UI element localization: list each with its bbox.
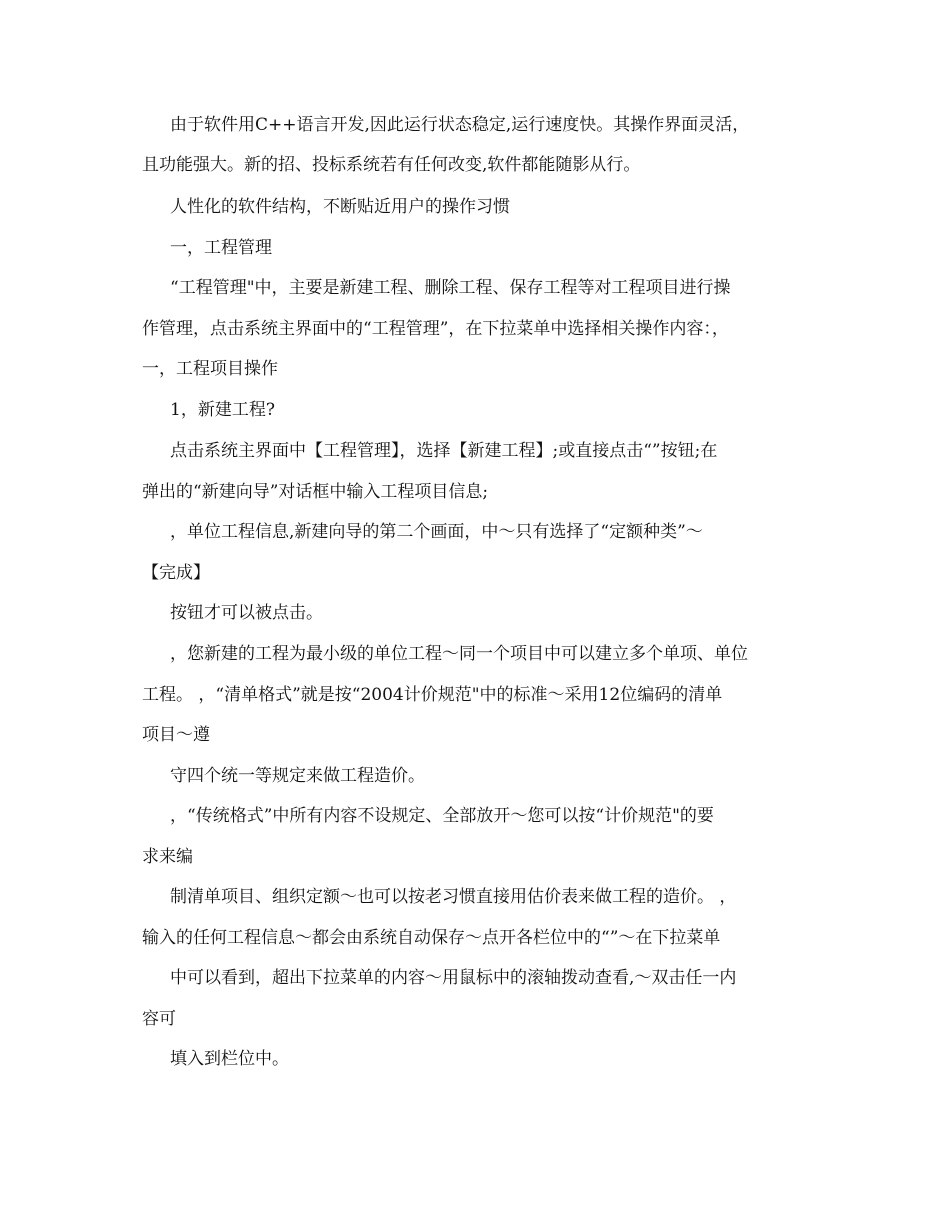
paragraph-line: 填入到栏位中。: [170, 1049, 289, 1069]
paragraph-line: 且功能强大。新的招、投标系统若有任何改变,软件都能随影从行。: [142, 155, 641, 175]
paragraph-line: 人性化的软件结构，不断贴近用户的操作习惯: [170, 197, 510, 217]
paragraph-line: 输入的任何工程信息～都会由系统自动保存～点开各栏位中的“”～在下拉菜单: [142, 928, 721, 948]
subsection-heading: 一，工程项目操作: [142, 359, 278, 379]
paragraph-line: 作管理，点击系统主界面中的“工程管理”，在下拉菜单中选择相关操作内容：，: [142, 319, 729, 339]
paragraph-line: 【完成】: [142, 563, 210, 583]
section-heading: 一，工程管理: [170, 238, 272, 258]
paragraph-line: 容可: [142, 1009, 176, 1029]
paragraph-line: 由于软件用C++语言开发,因此运行状态稳定,运行速度快。其操作界面灵活，: [170, 115, 750, 135]
paragraph-line: 守四个统一等规定来做工程造价。: [170, 766, 425, 786]
paragraph-line: 制清单项目、组织定额～也可以按老习惯直接用估价表来做工程的造价。 ，: [170, 887, 737, 907]
paragraph-line: ，您新建的工程为最小级的单位工程～同一个项目中可以建立多个单项、单位: [170, 644, 748, 664]
item-heading: 1，新建工程?: [170, 400, 275, 420]
paragraph-line: 按钮才可以被点击。: [170, 603, 323, 623]
paragraph-line: ，单位工程信息,新建向导的第二个画面，中～只有选择了“定额种类”～: [170, 522, 703, 542]
paragraph-line: 项目～遵: [142, 725, 210, 745]
paragraph-line: 点击系统主界面中【工程管理】，选择【新建工程】;或直接点击“”按钮;在: [170, 441, 718, 461]
paragraph-line: 弹出的“新建向导”对话框中输入工程项目信息;: [142, 482, 489, 502]
paragraph-line: “工程管理"中，主要是新建工程、删除工程、保存工程等对工程项目进行操: [170, 278, 731, 298]
paragraph-line: 中可以看到，超出下拉菜单的内容～用鼠标中的滚轴拨动查看,～双击任一内: [170, 968, 737, 988]
paragraph-line: 工程。 ，“清单格式”就是按“2004计价规范"中的标准～采用12位编码的清单: [142, 685, 723, 705]
paragraph-line: 求来编: [142, 847, 193, 867]
paragraph-line: ，“传统格式”中所有内容不设规定、全部放开～您可以按“计价规范"的要: [170, 806, 714, 826]
